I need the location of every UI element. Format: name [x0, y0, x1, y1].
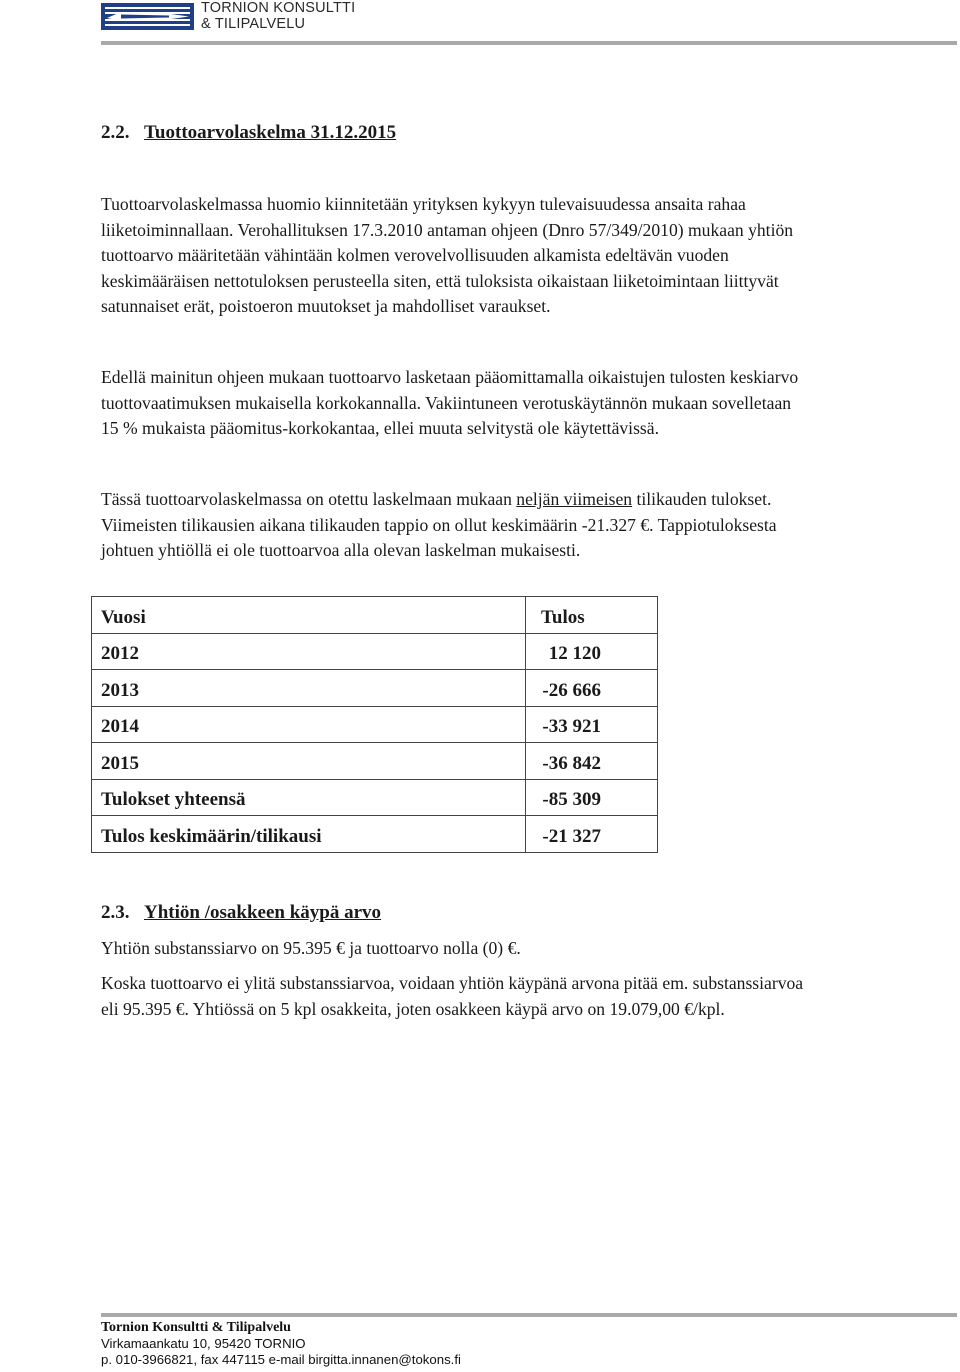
table-cell-value: -33 921: [526, 706, 658, 743]
table-cell-value: -21 327: [526, 816, 658, 853]
logo-line-2: & TILIPALVELU: [201, 16, 306, 32]
table-cell-value: -85 309: [526, 779, 658, 816]
footer-divider: [101, 1313, 957, 1317]
text-segment: Tässä tuottoarvolaskelmassa on otettu laskelmaan mukaan: [101, 489, 517, 509]
table-cell-value: 12 120: [526, 633, 658, 670]
table-cell-label: 2014: [92, 706, 526, 743]
paragraph-line: Viimeisten tilikausien aikana tilikauden tappio on ollut keskimäärin -21.327 €. Tappiotuloksesta: [101, 514, 777, 535]
table-header-cell: Vuosi: [92, 597, 526, 634]
footer-contact: p. 010-3966821, fax 447115 e-mail birgitta.innanen@tokons.fi: [101, 1352, 461, 1367]
paragraph-line: keskimääräisen nettotuloksen perusteella siten, että tuloksista oikaistaan liiketoimintaan liittyvät: [101, 270, 779, 291]
paragraph-line: Yhtiön substanssiarvo on 95.395 € ja tuottoarvo nolla (0) €.: [101, 938, 521, 958]
section-number: 2.2.: [101, 122, 130, 143]
logo-text: [201, 0, 355, 32]
page-footer: [101, 1320, 461, 1368]
footer-address: Virkamaankatu 10, 95420 TORNIO: [101, 1336, 306, 1351]
paragraph-1: [101, 192, 951, 320]
table-row: [92, 816, 658, 853]
paragraph-line: tuottoarvo määritetään vähintään kolmen verovelvollisuuden alkamista edeltävän vuoden: [101, 245, 729, 265]
section-title: Tuottoarvolaskelma 31.12.2015: [144, 122, 397, 143]
section-title: Yhtiön /osakkeen käypä arvo: [144, 902, 382, 923]
table-cell-value: -36 842: [526, 743, 658, 780]
table-cell-label: Tulokset yhteensä: [92, 779, 526, 816]
table-row: [92, 743, 658, 780]
table-cell-value: -26 666: [526, 670, 658, 707]
header-divider: [101, 41, 957, 45]
table-row: [92, 706, 658, 743]
section-2-3-line-1: [101, 936, 951, 962]
section-2-3-paragraph: [101, 971, 951, 1022]
page-header: [0, 0, 960, 60]
paragraph-line: tuottovaatimuksen mukaisella korkokannalla. Vakiintuneen verotuskäytännön mukaan sovelletaan: [101, 392, 792, 413]
text-segment: tilikauden tulokset.: [632, 489, 772, 509]
paragraph-2: [101, 365, 951, 442]
pen-logo-icon: [101, 3, 194, 30]
paragraph-line: 15 % mukaista pääomitus-korkokantaa, ellei muuta selvitystä ole käytettävissä.: [101, 418, 659, 438]
table-header-row: [92, 597, 658, 634]
table-row: [92, 779, 658, 816]
table-header-cell: Tulos: [526, 597, 658, 634]
paragraph-line: johtuen yhtiöllä ei ole tuottoarvoa alla olevan laskelman mukaisesti.: [101, 540, 581, 560]
table-cell-label: Tulos keskimäärin/tilikausi: [92, 816, 526, 853]
paragraph-line: Tuottoarvolaskelmassa huomio kiinnitetään yrityksen kykyyn tulevaisuudessa ansaita rahaa: [101, 194, 746, 214]
table-cell-label: 2015: [92, 743, 526, 780]
table-cell-label: 2012: [92, 633, 526, 670]
paragraph-line: eli 95.395 €. Yhtiössä on 5 kpl osakkeita, joten osakkeen käypä arvo on 19.079,00 €/kpl.: [101, 998, 725, 1019]
paragraph-line: satunnaiset erät, poistoeron muutokset ja mahdolliset varaukset.: [101, 296, 551, 316]
table-row: [92, 633, 658, 670]
paragraph-line: Koska tuottoarvo ei ylitä substanssiarvoa, voidaan yhtiön käypänä arvona pitää em. substanssiarvoa: [101, 973, 804, 993]
section-2-3-heading: [101, 902, 381, 924]
underlined-text: neljän viimeisen: [516, 489, 633, 509]
section-number: 2.3.: [101, 902, 130, 923]
logo-line-1: TORNION KONSULTTI: [201, 0, 356, 16]
paragraph-line: liiketoiminnallaan. Verohallituksen 17.3.2010 antaman ohjeen (Dnro 57/349/2010) mukaan yhtiön: [101, 219, 794, 240]
footer-company: Tornion Konsultti & Tilipalvelu: [101, 1320, 291, 1335]
results-table: [91, 596, 658, 853]
paragraph-line: [101, 487, 951, 513]
paragraph-3: [101, 487, 951, 564]
table-row: [92, 670, 658, 707]
paragraph-line: Edellä mainitun ohjeen mukaan tuottoarvo lasketaan pääomittamalla oikaistujen tulosten keskiarvo: [101, 367, 799, 387]
table-cell-label: 2013: [92, 670, 526, 707]
section-2-2-heading: [101, 122, 396, 144]
